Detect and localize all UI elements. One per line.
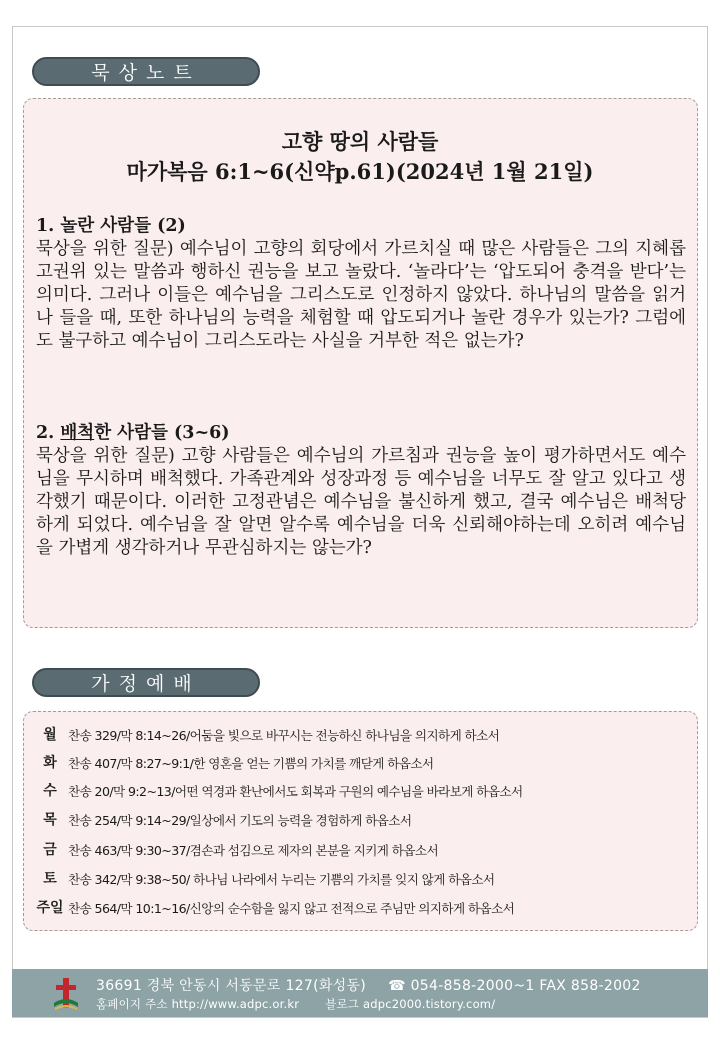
- worship-row-sat: [32, 864, 672, 892]
- point-2-heading-rest: 한 사람들 (3~6): [94, 423, 230, 443]
- worship-row-fri: [32, 835, 672, 863]
- point-2-heading-underlined: 배척: [60, 423, 95, 443]
- point-2-heading: [36, 422, 686, 445]
- worship-day: 화: [43, 755, 57, 771]
- point-2: [36, 422, 686, 560]
- footer-contact-line: [96, 975, 641, 995]
- family-worship-label: 가정예배: [32, 668, 260, 697]
- worship-day: 목: [43, 812, 57, 828]
- worship-row-mon: [32, 720, 672, 748]
- point-2-heading-num: 2.: [36, 423, 61, 443]
- worship-row-thu: [32, 805, 672, 833]
- worship-day: 월: [43, 727, 57, 743]
- footer-homepage[interactable]: 홈페이지 주소 http://www.adpc.or.kr: [96, 997, 300, 1011]
- worship-text: 찬송 407/막 8:27~9:1/한 영혼을 얻는 기쁨의 가치를 깨닫게 하옵소서: [68, 755, 434, 771]
- point-1-heading: 1. 놀란 사람들 (2): [36, 216, 186, 236]
- worship-row-sun: [32, 893, 672, 921]
- note-title-line1: 고향 땅의 사람들: [281, 129, 439, 154]
- worship-text: 찬송 329/막 8:14~26/어둠을 빛으로 바꾸시는 전능하신 하나님을 의지하게 하소서: [68, 727, 500, 743]
- worship-text: 찬송 463/막 9:30~37/겸손과 섬김으로 제자의 본분을 지키게 하옵소서: [68, 842, 439, 858]
- worship-text: 찬송 20/막 9:2~13/어떤 역경과 환난에서도 회복과 구원의 예수님을 바라보게 하옵소서: [68, 783, 523, 799]
- worship-day: 주일: [36, 900, 64, 916]
- footer: [12, 969, 708, 1017]
- meditation-note-label: 묵상노트: [32, 57, 260, 86]
- worship-day: 금: [43, 842, 57, 858]
- note-title-line2: 마가복음 6:1~6(신약p.61)(2024년 1월 21일): [126, 159, 594, 184]
- footer-web-line: [96, 996, 495, 1012]
- footer-phone: ☎ 054-858-2000~1 FAX 858-2002: [388, 978, 641, 994]
- worship-day: 토: [43, 871, 57, 887]
- church-cross-logo-icon: [52, 977, 80, 1011]
- point-1-body: 묵상을 위한 질문) 예수님이 고향의 회당에서 가르치실 때 많은 사람들은 그의 지혜롭고권위 있는 말씀과 행하신 권능을 보고 놀랐다. ‘놀라다’는 ‘압도되어 충격을 받다’는의미다. 그러나 이들은 예수님을 그리스도로 인정하지 않았다. 하나님의 말씀을 읽거나 들을 때, 또한 하나님의 능력을 체험할 때 압도되거나 놀란 경우가 있는가? 그럼에도 불구하고 예수님이 그리스도라는 사실을 거부한 적은 없는가?: [36, 239, 686, 351]
- footer-blog[interactable]: 블로그 adpc2000.tistory.com/: [325, 997, 496, 1011]
- point-2-body: 묵상을 위한 질문) 고향 사람들은 예수님의 가르침과 권능을 높이 평가하면서도 예수님을 무시하며 배척했다. 가족관계와 성장과정 등 예수님을 너무도 잘 알고 있다고 생각했기 때문이다. 이러한 고정관념은 예수님을 불신하게 했고, 결국 예수님은 배척당하게 되었다. 예수님을 잘 알면 알수록 예수님을 더욱 신뢰해야하는데 오히려 예수님을 가볍게 생각하거나 무관심하지는 않는가?: [36, 446, 686, 558]
- point-1: [36, 215, 686, 353]
- worship-row-wed: [32, 776, 672, 804]
- worship-text: 찬송 564/막 10:1~16/신앙의 순수함을 잃지 않고 전적으로 주님만 의지하게 하옵소서: [68, 900, 515, 916]
- worship-text: 찬송 342/막 9:38~50/ 하나님 나라에서 누리는 기쁨의 가치를 잊지 않게 하옵소서: [68, 871, 495, 887]
- worship-day: 수: [43, 783, 57, 799]
- note-title: [0, 127, 720, 187]
- worship-text: 찬송 254/막 9:14~29/일상에서 기도의 능력을 경험하게 하옵소서: [68, 812, 412, 828]
- footer-address: 36691 경북 안동시 서동문로 127(화성동): [96, 978, 367, 994]
- worship-row-tue: [32, 748, 672, 776]
